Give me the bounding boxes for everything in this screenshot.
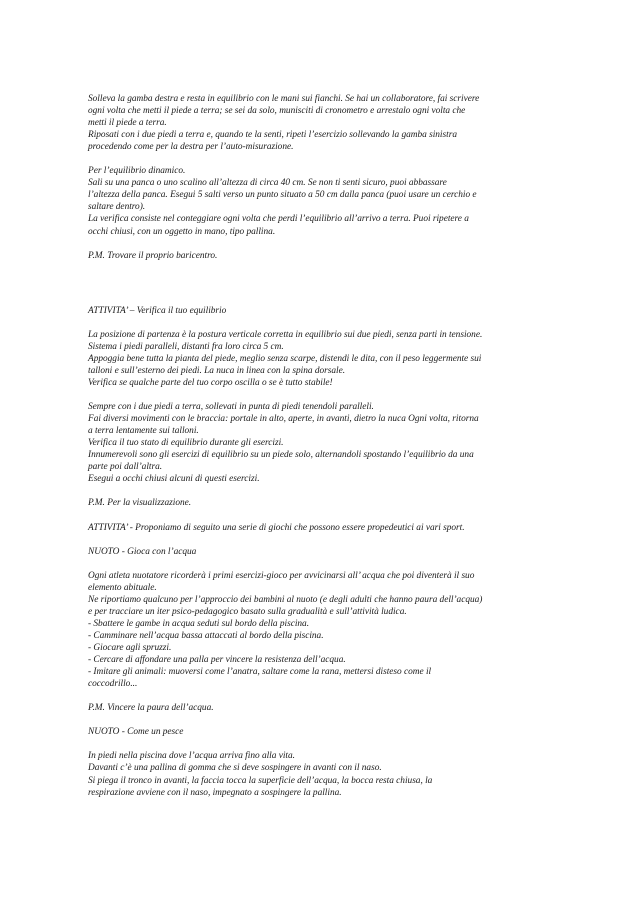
text-line: Ogni atleta nuotatore ricorderà i primi esercizi-gioco per avvicinarsi all’ acqua che poi diventerà il suo — [88, 570, 475, 581]
document-page — [88, 93, 550, 811]
text-line: P.M. Vincere la paura dell’acqua. — [88, 703, 214, 714]
text-line: - Cercare di affondare una palla per vincere la resistenza dell’acqua. — [88, 655, 346, 666]
text-line: P.M. Trovare il proprio baricentro. — [88, 250, 218, 261]
text-line: Sistema i piedi paralleli, distanti fra loro circa 5 cm. — [88, 341, 284, 352]
text-line: respirazione avviene con il naso, impegnato a sospingere la pallina. — [88, 787, 342, 798]
text-line: a terra lentamente sui talloni. — [88, 426, 199, 437]
paragraph — [88, 702, 550, 714]
text-line: occhi chiusi, con un oggetto in mano, tipo pallina. — [88, 226, 276, 237]
text-line: l’altezza della panca. Esegui 5 salti verso un punto situato a 50 cm dalla panca (puoi usare un cerchio e — [88, 190, 477, 201]
text-line: - Camminare nell’acqua bassa attaccati al bordo della piscina. — [88, 630, 324, 641]
text-line: ATTIVITA’ - Proponiamo di seguito una serie di giochi che possono essere propedeutici ai vari sport. — [88, 522, 465, 533]
text-line: NUOTO - Come un pesce — [88, 727, 184, 738]
paragraph — [88, 329, 550, 389]
text-line: Sali su una panca o uno scalino all’altezza di circa 40 cm. Se non ti senti sicuro, puoi abbassare — [88, 178, 447, 189]
text-line: - Giocare agli spruzzi. — [88, 643, 172, 654]
paragraph — [88, 522, 550, 534]
text-line: In piedi nella piscina dove l’acqua arriva fino alla vita. — [88, 751, 295, 762]
text-line: Solleva la gamba destra e resta in equilibrio con le mani sui fianchi. Se hai un collaboratore, fai scrivere — [88, 94, 480, 104]
text-line: - Sbattere le gambe in acqua seduti sul bordo della piscina. — [88, 618, 310, 629]
paragraph — [88, 165, 550, 237]
text-line: P.M. Per la visualizzazione. — [88, 498, 192, 509]
text-line: procedendo come per la destra per l’auto-misurazione. — [88, 142, 294, 153]
text-line: La posizione di partenza è la postura verticale corretta in equilibrio sui due piedi, senza parti in tensione. — [88, 329, 483, 340]
text-line: ogni volta che metti il piede a terra; se sei da solo, munisciti di cronometro e arrestalo ogni volta che — [88, 106, 466, 117]
text-line: Verifica se qualche parte del tuo corpo oscilla o se è tutto stabile! — [88, 377, 333, 388]
text-line: Fai diversi movimenti con le braccia: portale in alto, aperte, in avanti, dietro la nuca Ogni volta, ritorna — [88, 414, 479, 425]
text-line: Davanti c’è una pallina di gomma che si deve sospingere in avanti con il naso. — [88, 763, 382, 774]
text-line: coccodrillo... — [88, 679, 138, 690]
text-line: e per tracciare un iter psico-pedagogico basato sulla gradualità e sull’attività ludica. — [88, 606, 407, 617]
text-line: saltare dentro). — [88, 202, 146, 213]
paragraph — [88, 546, 550, 558]
text-line: talloni e sull’esterno dei piedi. La nuca in linea con la spina dorsale. — [88, 365, 346, 376]
text-line: La verifica consiste nel conteggiare ogni volta che perdi l’equilibrio all’arrivo a terra. Puoi ripetere a — [88, 214, 469, 225]
paragraph — [88, 93, 550, 153]
text-line: Appoggia bene tutta la pianta del piede, meglio senza scarpe, distendi le dita, con il peso leggermente sui — [88, 353, 482, 364]
paragraph — [88, 497, 550, 509]
text-line: Riposati con i due piedi a terra e, quando te la senti, ripeti l’esercizio sollevando la gamba sinistra — [88, 130, 457, 141]
section-spacer — [88, 274, 550, 305]
text-line: NUOTO - Gioca con l’acqua — [88, 546, 197, 557]
text-line: Si piega il tronco in avanti, la faccia tocca la superficie dell’acqua, la bocca resta chiusa, la — [88, 775, 433, 786]
text-line: Ne riportiamo qualcuno per l’approccio dei bambini al nuoto (e degli adulti che hanno paura dell’acqua) — [88, 594, 483, 605]
paragraph — [88, 305, 550, 317]
paragraph — [88, 750, 550, 798]
text-line: Innumerevoli sono gli esercizi di equilibrio su un piede solo, alternandoli spostando l’equilibrio da una — [88, 450, 474, 461]
paragraph — [88, 250, 550, 262]
text-line: parte poi dall’altra. — [88, 462, 163, 473]
paragraph — [88, 570, 550, 690]
text-line: - Imitare gli animali: muoversi come l’anatra, saltare come la rana, mettersi disteso come il — [88, 667, 432, 678]
paragraph — [88, 726, 550, 738]
text-line: metti il piede a terra. — [88, 118, 167, 129]
text-line: Per l’equilibrio dinamico. — [88, 166, 186, 177]
text-line: Sempre con i due piedi a terra, sollevati in punta di piedi tenendoli paralleli. — [88, 402, 374, 413]
text-line: Esegui a occhi chiusi alcuni di questi esercizi. — [88, 474, 260, 485]
text-line: elemento abituale. — [88, 582, 157, 593]
paragraph — [88, 401, 550, 485]
text-line: Verifica il tuo stato di equilibrio durante gli esercizi. — [88, 438, 284, 449]
text-line: ATTIVITA’ – Verifica il tuo equilibrio — [88, 305, 227, 316]
